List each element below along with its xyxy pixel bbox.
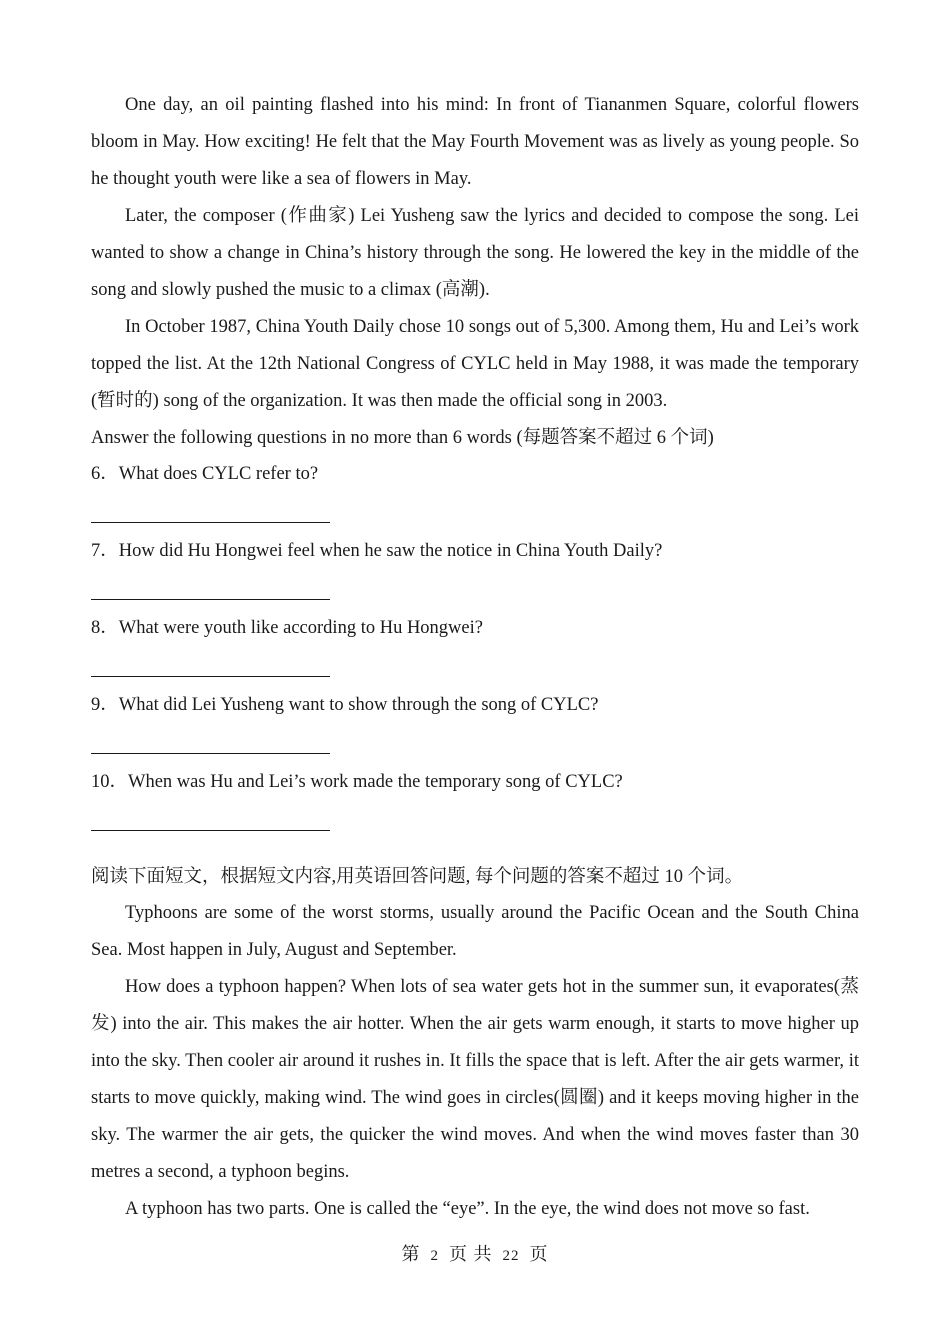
footer-prefix: 第 [401,1244,421,1264]
passage2-instruction: 阅读下面短文，根据短文内容,用英语回答问题, 每个问题的答案不超过 10 个词。 [91,867,744,887]
footer-middle: 页 共 [449,1244,493,1264]
footer-current-page: 2 [430,1248,439,1264]
page-footer [0,1240,950,1266]
question-7: 7．How did Hu Hongwei feel when he saw the notice in China Youth Daily? [91,541,663,561]
answer-blank-9[interactable] [91,753,330,754]
passage2-paragraph: A typhoon has two parts. One is called the “eye”. In the eye, the wind does not move so fast. [125,1199,810,1219]
question-9: 9．What did Lei Yusheng want to show through the song of CYLC? [91,695,599,715]
document-page [91,87,859,1228]
question-10: 10．When was Hu and Lei’s work made the temporary song of CYLC? [91,772,623,792]
footer-suffix: 页 [529,1244,549,1264]
answer-blank-7[interactable] [91,599,330,600]
passage1-paragraph: Later, the composer (作曲家) Lei Yusheng saw the lyrics and decided to compose the song. Lei wanted to show a change in China’s history through the song. He lowered the key in the middle of the song and slowly pushed the music to a climax (高潮). [91,206,859,300]
passage2-paragraph: How does a typhoon happen? When lots of sea water gets hot in the summer sun, it evaporates(蒸发) into the air. This makes the air hotter. When the air gets warm enough, it starts to move higher up into the sky. Then cooler air around it rushes in. It fills the space that is left. After the air gets warmer, it starts to move quickly, making wind. The wind goes in circles(圆圈) and it keeps moving higher in the sky. The warmer the air gets, the quicker the wind moves. And when the wind moves faster than 30 metres a second, a typhoon begins. [91,977,859,1182]
section-gap [91,841,859,859]
answer-blank-10[interactable] [91,830,330,831]
passage1-paragraph: In October 1987, China Youth Daily chose 10 songs out of 5,300. Among them, Hu and Lei’s work topped the list. At the 12th National Congress of CYLC held in May 1988, it was made the temporary (暂时的) song of the organization. It was then made the official song in 2003. [91,317,859,411]
footer-total-pages: 22 [502,1248,520,1264]
answer-blank-6[interactable] [91,522,330,523]
passage1-instruction: Answer the following questions in no more than 6 words (每题答案不超过 6 个词) [91,428,714,448]
question-8: 8．What were youth like according to Hu Hongwei? [91,618,483,638]
passage1-paragraph: One day, an oil painting flashed into his mind: In front of Tiananmen Square, colorful flowers bloom in May. How exciting! He felt that the May Fourth Movement was as lively as young people. So he thought youth were like a sea of flowers in May. [91,95,859,189]
question-6: 6．What does CYLC refer to? [91,464,319,484]
answer-blank-8[interactable] [91,676,330,677]
passage2-paragraph: Typhoons are some of the worst storms, usually around the Pacific Ocean and the South China Sea. Most happen in July, August and September. [91,903,859,960]
